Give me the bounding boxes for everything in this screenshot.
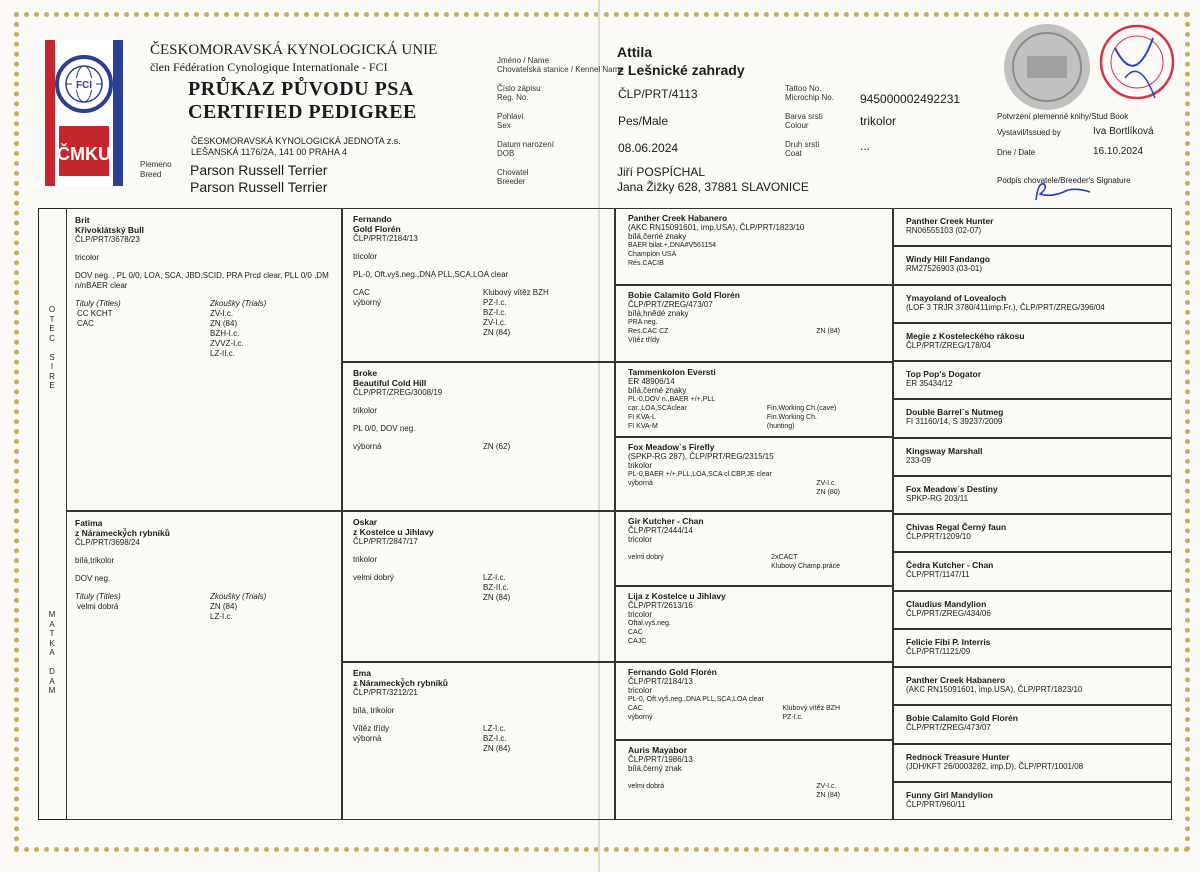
gen4-cell <box>893 744 1172 782</box>
side-letter: A <box>49 648 55 657</box>
ancestor-health: PL 0/0, DOV neg. <box>353 424 416 433</box>
awards-left <box>353 724 483 754</box>
ancestor-reg: (LOF 3 TRJR 3780/411imp.Fr.), ČLP/PRT/ZREG/396/04 <box>906 302 1105 312</box>
gen2-cell <box>342 208 615 362</box>
list-entry: LZ-II.c. <box>210 349 235 358</box>
ancestor-reg: ČLP/PRT/ZREG/473/07 <box>906 723 991 733</box>
ancestor-line: (AKC RN15091601, imp.USA), ČLP/PRT/1823/10 <box>628 223 805 232</box>
side-letter <box>38 658 66 668</box>
chip-number: 945000002492231 <box>860 92 961 106</box>
award-entry: ZV-I.c. <box>816 480 837 487</box>
official-seal-icon <box>1002 22 1092 112</box>
gen4-cell <box>893 438 1172 476</box>
ancestor-reg: ČLP/PRT/ZREG/178/04 <box>906 340 991 350</box>
ancestor-name: Panther Creek Habanero <box>628 213 728 223</box>
award-entry: ZN (84) <box>483 744 511 753</box>
sire-name-2: Křivoklátský Bull <box>75 225 144 235</box>
breeder-name: Jiří POSPÍCHAL <box>617 165 706 179</box>
breeder-signature-icon <box>1028 178 1098 206</box>
spacer <box>353 280 604 288</box>
sex-label-en: Sex <box>497 121 511 130</box>
ancestor-reg: RM27526903 (03-01) <box>906 264 983 274</box>
award-entry: ZV-I.c. <box>483 318 507 327</box>
spacer <box>353 434 604 442</box>
ancestor-awards <box>782 677 840 722</box>
awards-right <box>483 288 593 338</box>
ancestor-lines <box>628 377 767 431</box>
sex-value: Pes/Male <box>618 114 669 128</box>
ancestor-line: BAER bilat.+,DNA#V561154 <box>628 242 717 249</box>
kennel-label: Chovatelská stanice / Kennel Name <box>497 65 624 74</box>
gen3-cell <box>615 362 893 437</box>
dob-label-en: DOB <box>497 149 515 158</box>
ancestor-name: Chivas Regal Černý faun <box>906 522 1007 532</box>
award-entry: PZ-I.c. <box>483 298 507 307</box>
ancestor-line: Res.CACIB <box>628 260 664 267</box>
award-entry: ZV-I.c. <box>816 783 837 790</box>
award-entry: BZ-I.c. <box>483 734 507 743</box>
ancestor-name: Bobie Calamito Gold Florén <box>628 290 740 300</box>
ancestor-line: Oftal.vyš.neg. <box>628 620 671 627</box>
gen2-cell <box>342 662 615 820</box>
ancestor-line: Res.CAC CZ <box>628 328 669 335</box>
ancestor-line <box>628 544 693 553</box>
ancestor-line: výborná <box>628 480 653 487</box>
award-entry: výborná <box>353 442 382 451</box>
awards-right <box>483 573 593 603</box>
ancestor-reg: ČLP/PRT/1147/11 <box>906 570 970 580</box>
gen4-cell <box>893 667 1172 705</box>
ancestor-lines <box>628 601 693 646</box>
ancestor-line: trikolor <box>628 461 653 470</box>
ancestor-awards <box>767 377 840 431</box>
spacer <box>353 398 604 406</box>
side-letter: D <box>49 667 55 676</box>
breeder-label-en: Breeder <box>497 177 526 186</box>
list-entry: velmi dobrá <box>77 602 119 611</box>
breed-label-cz: Plemeno <box>140 160 172 169</box>
awards-left <box>353 573 483 603</box>
org-fci: člen Fédération Cynologique Internationale - FCI <box>150 60 388 74</box>
breeder-address: Jana Žižky 628, 37881 SLAVONICE <box>617 180 809 194</box>
cmku-fci-logo <box>45 40 123 186</box>
spacer <box>353 244 604 252</box>
award-entry: BZ-II.c. <box>483 583 509 592</box>
gen2-cell <box>342 362 615 511</box>
ancestor-name: Felicie Fibi P. Interris <box>906 636 991 647</box>
ancestor-name-2: z Kostelce u Jihlavy <box>353 527 434 537</box>
gen4-cell <box>893 629 1172 667</box>
side-letter: S <box>49 352 55 362</box>
gen4-cell <box>893 361 1172 399</box>
award-entry: Klubový Champ.práce <box>771 563 840 570</box>
gen3-cell <box>615 437 893 511</box>
coat-label-en: Coat <box>785 149 802 158</box>
ancestor-lines <box>628 677 764 722</box>
ancestor-reg: SPKP-RG 203/11 <box>906 493 969 503</box>
dog-name: Attila <box>617 44 652 60</box>
issue-date: 16.10.2024 <box>1093 146 1144 157</box>
dam-colour: bílá,trikolor <box>75 556 115 565</box>
ancestor-lines <box>628 526 693 571</box>
awards-right <box>483 724 593 754</box>
ancestor-name: Funny Girl Mandylion <box>906 789 993 800</box>
ancestor-reg: ČLP/PRT/ZREG/434/06 <box>906 608 991 618</box>
ancestor-awards <box>353 442 604 452</box>
reg-number: ČLP/PRT/4113 <box>618 87 698 101</box>
side-letter <box>38 343 66 353</box>
spacer <box>353 698 604 706</box>
gen4-cell <box>893 208 1172 246</box>
gen2-cell <box>342 511 615 662</box>
ancestor-line: bílá,černé znaky <box>628 386 687 395</box>
gen3-cell <box>615 740 893 820</box>
list-entry: ZN (84) <box>210 319 238 328</box>
name-label: Jméno / Name <box>497 56 550 65</box>
breed-value-1: Parson Russell Terrier <box>190 162 328 178</box>
ancestor-line: PL-0, Oft.vyš.neg.,DNA PLL,SCA,LOA clear <box>628 696 764 703</box>
sire-reg: ČLP/PRT/3678/23 <box>75 235 140 244</box>
ancestor-line: bílá,černý znak <box>628 764 682 773</box>
ancestor-name: Rednock Treasure Hunter <box>906 751 1010 762</box>
gen4-cell <box>893 323 1172 361</box>
award-entry: výborná <box>353 734 382 743</box>
ancestor-lines <box>628 452 774 497</box>
award-entry: ZN (84) <box>816 792 840 799</box>
ancestor-name: Fernando Gold Florén <box>628 667 717 677</box>
side-letter: M <box>48 686 56 695</box>
ancestor-name: Fox Meadow`s Destiny <box>906 483 998 494</box>
ancestor-colour: trikolor <box>353 555 378 564</box>
unit-name: ČESKOMORAVSKÁ KYNOLOGICKÁ JEDNOTA z.s. <box>191 136 401 146</box>
signature-label: Podpis chovatele/Breeder's Signature <box>997 176 1131 185</box>
ancestor-health: PL-0, Oft.vyš.neg.,DNA PLL,SCA,LOA clear <box>353 270 509 279</box>
gen4-cell <box>893 705 1172 743</box>
ancestor-lines <box>628 755 693 800</box>
ancestor-line: ČLP/PRT/2184/13 <box>628 677 693 686</box>
colour-label-cz: Barva srsti <box>785 112 823 121</box>
ancestor-reg: (AKC RN15091601, imp.USA), ČLP/PRT/1823/10 <box>906 685 1083 694</box>
award-entry: Klubový vítěz BZH <box>483 288 549 297</box>
ancestor-reg: ČLP/PRT/2847/17 <box>353 537 418 546</box>
ancestor-name: Claudius Mandylion <box>906 598 987 609</box>
ancestor-name: Tammenkolon Eversti <box>628 367 716 377</box>
ancestor-line: (SPKP-RG 287), ČLP/PRT/REG/2315/15 <box>628 452 774 461</box>
ancestor-reg: FI 31160/14, S 39237/2009 <box>906 417 1003 427</box>
ancestor-name-2: Gold Florén <box>353 224 401 234</box>
award-entry: ZN (84) <box>483 593 511 602</box>
spacer <box>353 262 604 270</box>
confirm-label: Potvrzení plemenné knihy/Stud Book <box>997 112 1129 121</box>
ancestor-name: Broke <box>353 368 378 378</box>
ancestor-line: ER 48906/14 <box>628 377 675 386</box>
ancestor-line: velmi dobrý <box>628 554 664 561</box>
ancestor-reg: ER 35434/12 <box>906 379 953 388</box>
dam-name: Fatima <box>75 518 103 528</box>
ancestor-line: PRA neg. <box>628 319 658 326</box>
coat-label-cz: Druh srsti <box>785 140 820 149</box>
gen4-cell <box>893 591 1172 629</box>
ancestor-line: FI KVA-L <box>628 414 656 421</box>
spacer <box>353 716 604 724</box>
ancestor-line: ČLP/PRT/ZREG/473/07 <box>628 300 713 309</box>
side-letter: M <box>48 610 56 619</box>
side-letter: A <box>49 676 55 686</box>
reg-label-en: Reg. No. <box>497 93 529 102</box>
spacer <box>353 416 604 424</box>
ancestor-line: PL-0,BAER +/+,PLL,LOA,SCA cl.CBP,JE clear <box>628 471 772 478</box>
ancestor-line: výborný <box>628 714 653 721</box>
gen3-cell <box>615 511 893 586</box>
ancestor-awards <box>816 755 840 800</box>
ancestor-line: Vítěz třídy <box>628 337 660 344</box>
gen4-cell <box>893 246 1172 284</box>
award-entry: ZN (62) <box>483 442 511 451</box>
ancestor-name-2: z Náramecký̌ch rybníků <box>353 678 448 688</box>
ancestor-name: Lija z Kostelce u Jihlavy <box>628 591 726 601</box>
dam-reg: ČLP/PRT/3698/24 <box>75 538 140 547</box>
chip-label: Microchip No. <box>785 93 834 102</box>
org-name: ČESKOMORAVSKÁ KYNOLOGICKÁ UNIE <box>150 42 438 58</box>
sire-trials-label: Zkoušky (Trials) <box>210 299 267 308</box>
gen4-cell <box>893 514 1172 552</box>
gen4-cell <box>893 782 1172 820</box>
list-entry: ZN (84) <box>210 602 238 611</box>
colour-label-en: Colour <box>785 121 809 130</box>
issued-label: Vystavil/Issued by <box>997 128 1061 137</box>
ancestor-name: Fernando <box>353 214 392 224</box>
ancestor-reg: ČLP/PRT/3212/21 <box>353 688 418 697</box>
gen3-cell <box>615 285 893 362</box>
issued-by: Iva Bortlíková <box>1093 126 1154 137</box>
award-entry: BZ-I.c. <box>483 308 507 317</box>
awards-left <box>353 442 483 452</box>
ancestor-colour: trikolor <box>353 406 378 415</box>
sire-name: Brit <box>75 215 90 225</box>
ancestor-name: Auris Mayabor <box>628 745 688 755</box>
ancestor-line: bílá,hnědé znaky <box>628 309 689 318</box>
side-letter: C <box>49 333 55 343</box>
ancestor-name: Megie z Kosteleckého rákosu <box>906 330 1025 341</box>
side-letter: E <box>49 381 55 390</box>
ancestor-reg: ČLP/PRT/1209/10 <box>906 532 971 541</box>
ancestor-reg: ČLP/PRT/960/11 <box>906 799 966 809</box>
ancestor-name: Windy Hill Fandango <box>906 254 990 265</box>
side-letter: K <box>49 638 55 648</box>
unit-address: LEŠANSKÁ 1176/2A, 141 00 PRAHA 4 <box>191 147 347 157</box>
ancestor-name: Ymayoland of Lovealoch <box>906 292 1007 303</box>
ancestor-lines <box>628 223 804 268</box>
ancestor-name: Panther Creek Habanero <box>906 675 1006 685</box>
ancestor-name: Čedra Kutcher - Chan <box>906 560 994 571</box>
svg-text:ČMKU: ČMKU <box>57 144 111 164</box>
ancestor-line: Champion USA <box>628 251 677 258</box>
coat-value: ... <box>860 139 871 153</box>
award-entry: výborný <box>353 298 382 307</box>
ancestor-name: Double Barrel`s Nutmeg <box>906 407 1004 418</box>
ancestor-line: CAC <box>628 705 643 712</box>
ancestor-name: Kingsway Marshall <box>906 445 983 456</box>
gen4-cell <box>893 552 1172 590</box>
ancestor-awards <box>353 288 604 338</box>
award-entry: ZN (84) <box>816 328 840 335</box>
gen3-cell <box>615 586 893 662</box>
breeder-label-cz: Chovatel <box>497 168 529 177</box>
award-entry: Fin.Working Ch.(cave) <box>766 405 837 412</box>
ancestor-name: Bobie Calamito Gold Florén <box>906 713 1018 724</box>
ancestor-line: tricolor <box>628 610 653 619</box>
title-cz: PRŮKAZ PŮVODU PSA <box>188 78 414 100</box>
ancestor-line: PL-0,DOV n.,BAER +/+,PLL car.,LOA,SCAclear <box>628 396 715 412</box>
dam-name-2: z Náramecký̌ch rybníků <box>75 528 170 538</box>
ancestor-name: Fox Meadow`s Firefly <box>628 442 715 452</box>
dam-trials-label: Zkoušky (Trials) <box>210 592 267 601</box>
gen4-cell <box>893 399 1172 437</box>
list-entry: CC KCHT <box>77 309 113 318</box>
sex-label-cz: Pohlaví <box>497 112 524 121</box>
ancestor-line: ČLP/PRT/2613/16 <box>628 601 693 610</box>
ancestor-reg: ČLP/PRT/1121/09 <box>906 646 971 656</box>
ancestor-body <box>628 677 880 722</box>
sire-health: DOV neg. , PL 0/0, LOA, SCA, JBD,SCID, PRA Prcd clear, PLL 0/0 ,DM n/nBAER clear <box>75 271 329 290</box>
ancestor-line: ČLP/PRT/2444/14 <box>628 526 693 535</box>
award-entry: CAC <box>353 288 370 297</box>
list-entry: CAC <box>77 319 94 328</box>
ancestor-awards <box>353 573 604 603</box>
list-entry: LZ-I.c. <box>210 612 233 621</box>
gen4-cell <box>893 285 1172 323</box>
ancestor-body <box>628 601 880 646</box>
ancestor-reg: (JDH/KFT 26/0003282, imp.D), ČLP/PRT/1001/08 <box>906 761 1084 771</box>
ancestor-colour: tricolor <box>353 252 378 261</box>
ancestor-line: FI KVA-M <box>628 423 658 430</box>
ancestor-body <box>628 755 880 800</box>
ancestor-lines <box>628 300 713 345</box>
award-entry: Vítěz třídy <box>353 724 390 733</box>
side-letter: E <box>49 324 55 333</box>
spacer <box>353 565 604 573</box>
ancestor-body <box>628 526 880 571</box>
dam-cell <box>66 511 342 820</box>
ancestor-name: Gir Kutcher - Chan <box>628 516 704 526</box>
dam-health: DOV neg. <box>75 574 111 583</box>
ancestor-awards <box>771 526 840 571</box>
ancestor-body <box>628 223 880 268</box>
ancestor-awards <box>816 300 840 345</box>
ancestor-reg: ČLP/PRT/2184/13 <box>353 234 418 243</box>
ancestor-name: Ema <box>353 668 371 678</box>
dob-value: 08.06.2024 <box>618 141 679 155</box>
gen3-cell <box>615 208 893 285</box>
colour-value: trikolor <box>860 114 897 128</box>
breed-value-2: Parson Russell Terrier <box>190 179 328 195</box>
side-label-dam <box>38 610 66 696</box>
side-letter: I <box>50 362 54 371</box>
ancestor-body <box>628 452 880 497</box>
ancestor-body <box>628 377 880 431</box>
ancestor-reg: ČLP/PRT/ZREG/3008/19 <box>353 388 443 397</box>
ancestor-awards <box>816 452 840 497</box>
ancestor-awards <box>353 724 604 754</box>
award-entry: velmi dobrý <box>353 573 394 582</box>
list-entry: ZV-I.c. <box>210 309 234 318</box>
award-entry: Fin.Working Ch.(hunting) <box>766 414 817 430</box>
side-label-sire <box>38 305 66 391</box>
title-en: CERTIFIED PEDIGREE <box>188 101 417 123</box>
stud-book-stamp-icon <box>1095 18 1175 108</box>
dog-kennel: z Lešnické zahrady <box>617 62 745 78</box>
gen3-cell <box>615 662 893 740</box>
award-entry: 2xCACT <box>771 554 798 561</box>
ancestor-line: tricolor <box>628 686 653 695</box>
date-label: Dne / Date <box>997 148 1036 157</box>
sire-colour: tricolor <box>75 253 100 262</box>
award-entry: ZN (80) <box>816 489 840 496</box>
ancestor-line <box>628 773 693 782</box>
ancestor-colour: bílá, trikolor <box>353 706 395 715</box>
ancestor-reg: 233-09 <box>906 455 931 465</box>
ancestor-name-2: Beautiful Cold Hill <box>353 378 427 388</box>
dam-titles-label: Tituly (Titles) <box>75 592 121 601</box>
breed-label-en: Breed <box>140 170 162 179</box>
ancestor-name: Panther Creek Hunter <box>906 216 994 226</box>
ancestor-line: CAJC <box>628 638 647 645</box>
gen4-cell <box>893 476 1172 514</box>
tattoo-label: Tattoo No. <box>785 84 822 93</box>
side-letter: O <box>48 305 56 314</box>
award-entry: LZ-I.c. <box>483 573 506 582</box>
side-letter: R <box>49 371 55 381</box>
list-entry: ZVVZ-I.c. <box>210 339 244 348</box>
reg-label-cz: Číslo zápisu <box>497 84 541 93</box>
side-letter: A <box>49 619 55 629</box>
ancestor-reg: RN06555103 (02-07) <box>906 226 982 235</box>
ancestor-line: velmi dobrá <box>628 783 665 790</box>
award-entry: LZ-I.c. <box>483 724 506 733</box>
award-entry: Klubový vítěz BZH <box>782 705 840 712</box>
svg-text:FCI: FCI <box>75 80 93 91</box>
side-letter: T <box>49 314 55 324</box>
ancestor-line: ČLP/PRT/1986/13 <box>628 755 693 764</box>
awards-right <box>483 442 593 452</box>
ancestor-name: Top Pop's Dogator <box>906 369 982 379</box>
award-entry: ZN (84) <box>483 328 511 337</box>
ancestor-line: tricolor <box>628 535 653 544</box>
sire-titles-label: Tituly (Titles) <box>75 299 121 308</box>
ancestor-line: CAC <box>628 629 643 636</box>
ancestor-body <box>628 300 880 345</box>
list-entry: BZH-I.c. <box>210 329 240 338</box>
ancestor-name: Oskar <box>353 517 378 527</box>
award-entry: PZ-I.c. <box>782 714 804 721</box>
awards-left <box>353 288 483 338</box>
dob-label-cz: Datum narození <box>497 140 554 149</box>
spacer <box>353 547 604 555</box>
sire-cell <box>66 208 342 511</box>
ancestor-line: bílá,černé znaky <box>628 232 687 241</box>
side-letter: T <box>49 629 55 638</box>
